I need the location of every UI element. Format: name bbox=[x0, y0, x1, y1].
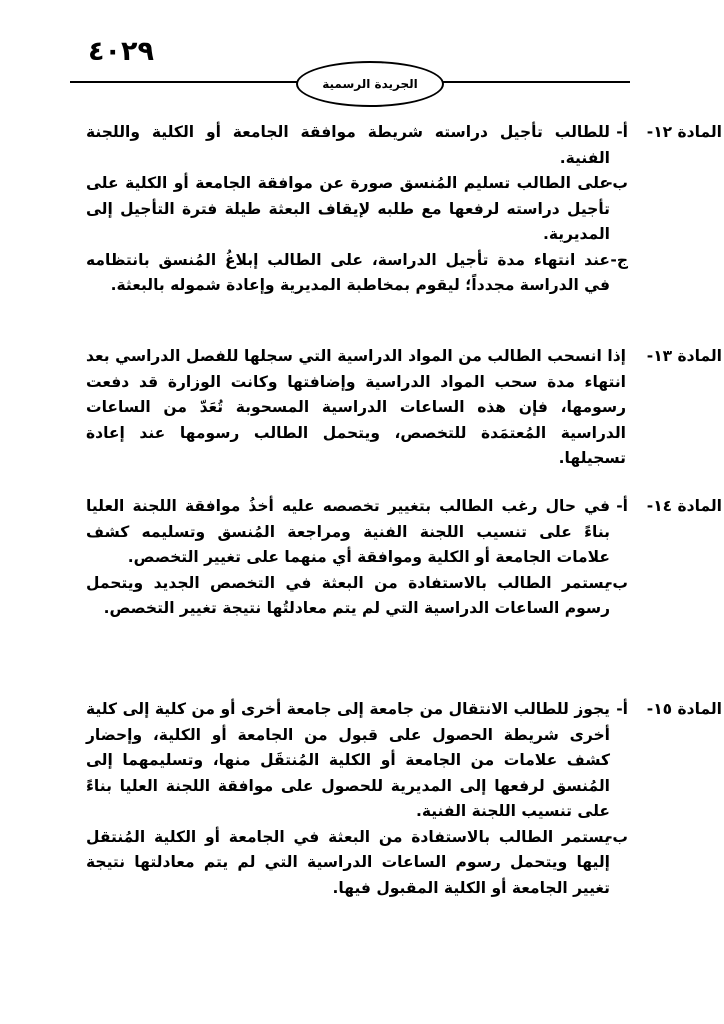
clause-text: يستمر الطالب بالاستفادة من البعثة في التخصص الجديد ويتحمل رسوم الساعات الدراسية التي لم يتم معادلتُها نتيجة تغيير التخصص. bbox=[86, 573, 610, 617]
article-15 bbox=[86, 697, 722, 901]
clause-text: يستمر الطالب بالاستفادة من البعثة في الجامعة أو الكلية المُنتقل إليها ويتحمل رسوم الساعات الدراسية التي لم يتم معادلتها نتيجة تغيير الجامعة أو الكلية المقبول فيها. bbox=[86, 827, 610, 897]
clause-text: للطالب تأجيل دراسته شريطة موافقة الجامعة أو الكلية واللجنة الفنية. bbox=[86, 123, 610, 167]
clause-a bbox=[86, 494, 626, 571]
clause-b bbox=[86, 171, 626, 248]
clause-b bbox=[86, 571, 626, 622]
clause-marker: أ- bbox=[616, 123, 628, 141]
article-12 bbox=[86, 120, 722, 299]
article-text bbox=[86, 344, 626, 472]
clause-marker: أ- bbox=[616, 700, 628, 718]
clause-text: يجوز للطالب الانتقال من جامعة إلى جامعة أخرى أو من كلية إلى كلية أخرى شريطة الحصول على قبول من الجامعة أو الكلية، وإحضار كشف علامات من الجامعة أو الكلية المُنتقَل منها، وتسليمهما إلى المُنسق لرفعها إلى المديرية للحصول على موافقة اللجنة العليا بناءً على تنسيب اللجنة الفنية. bbox=[86, 700, 610, 820]
article-label: المادة ١٥- bbox=[646, 700, 722, 718]
clause-marker: ب- bbox=[605, 573, 628, 592]
article-label: المادة ١٢- bbox=[646, 123, 722, 141]
clause-text: على الطالب تسليم المُنسق صورة عن موافقة الجامعة أو الكلية على تأجيل دراسته لرفعها مع طلبه لإيقاف البعثة طيلة فترة التأجيل إلى المديرية. bbox=[86, 174, 610, 243]
clause-marker: أ- bbox=[616, 497, 628, 515]
clause-c bbox=[86, 248, 626, 299]
header-title-oval: الجريدة الرسمية bbox=[296, 61, 444, 107]
clause-b bbox=[86, 825, 626, 902]
clause-marker: ب- bbox=[605, 827, 628, 846]
article-body: إذا انسحب الطالب من المواد الدراسية التي سجلها للفصل الدراسي بعد انتهاء مدة سحب المواد الدراسية وإضافتها وكانت الوزارة قد دفعت رسومها، فإن هذه الساعات الدراسية المسحوبة تُعَدّ من الساعات الدراسية المُعتمَدة للتخصص، ويتحمل الطالب رسومها عند إعادة تسجيلها. bbox=[86, 347, 626, 467]
article-label: المادة ١٤- bbox=[646, 497, 722, 515]
article-13 bbox=[86, 344, 722, 472]
clause-text: عند انتهاء مدة تأجيل الدراسة، على الطالب إبلاغُ المُنسق بانتظامه في الدراسة مجدداً؛ ليقوم بمخاطبة المديرية وإعادة شموله بالبعثة. bbox=[86, 250, 610, 294]
clause-text: في حال رغب الطالب بتغيير تخصصه عليه أخذُ موافقة اللجنة العليا بناءً على تنسيب اللجنة الفنية ومراجعة المُنسق وتسليمه كشف علامات الجامعة أو الكلية وموافقة أي منهما على تغيير التخصص. bbox=[86, 497, 610, 566]
clause-marker: ج- bbox=[610, 250, 628, 269]
clause-a bbox=[86, 697, 626, 825]
article-14 bbox=[86, 494, 722, 622]
article-label: المادة ١٣- bbox=[646, 347, 722, 365]
clause-a bbox=[86, 120, 626, 171]
page-number: ٤٠٢٩ bbox=[88, 36, 154, 67]
clause-marker: ب- bbox=[605, 174, 628, 192]
